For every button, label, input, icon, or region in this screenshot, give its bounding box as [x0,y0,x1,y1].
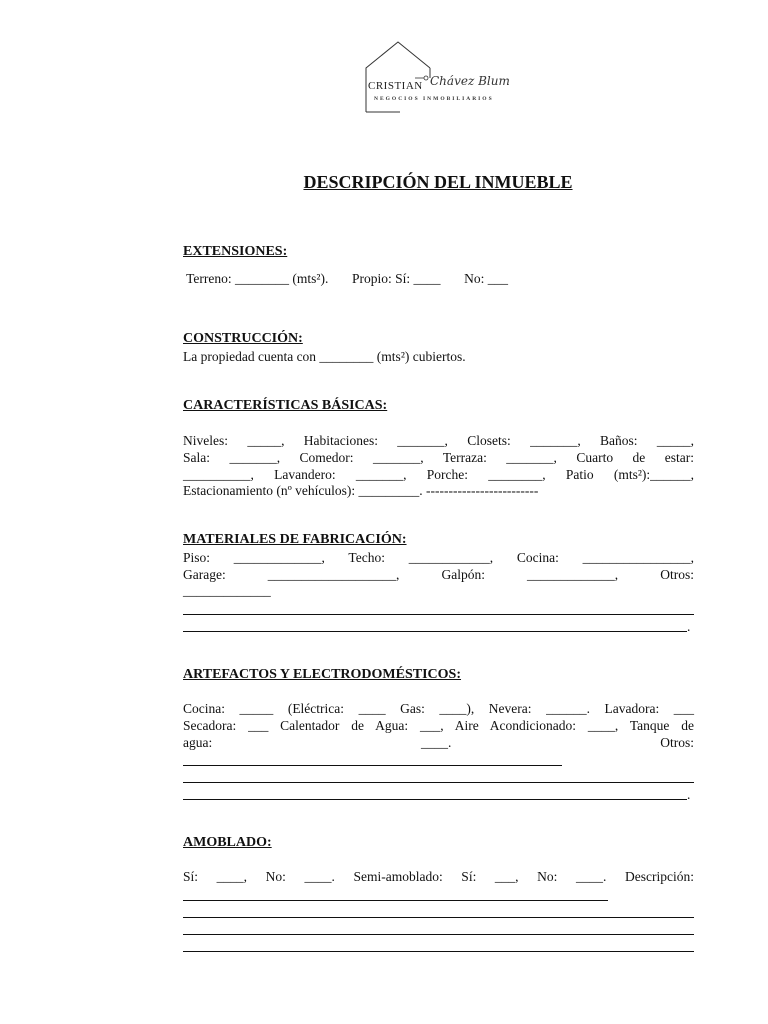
extensiones-line: Terreno: ________ (mts²). Propio: Sí: ____ No: ___ [183,271,508,286]
caracteristicas-paragraph [183,432,694,483]
section-heading-amoblado: AMOBLADO: [183,835,272,850]
blank-line [183,614,694,615]
caracteristicas-last-line: Estacionamiento (nº vehículos): _________. ------------------------- [183,483,539,498]
section-heading-materiales: MATERIALES DE FABRICACIÓN: [183,532,407,547]
construccion-line: La propiedad cuenta con ________ (mts²) cubiertos. [183,349,466,364]
document-title: DESCRIPCIÓN DEL INMUEBLE [303,172,573,192]
materiales-row: Piso: _____________, Techo: ____________, Cocina: ________________, [183,550,694,565]
blank-line [183,917,694,918]
section-heading-construccion: CONSTRUCCIÓN: [183,331,303,346]
logo-tagline: NEGOCIOS INMOBILIARIOS [374,96,494,102]
caracteristicas-row: Niveles: _____, Habitaciones: _______, Closets: _______, Baños: _____, [183,433,694,448]
logo-script-text: Chávez Blum [430,74,510,88]
period-mark: . [687,619,691,634]
amoblado-paragraph [183,868,694,885]
company-logo [360,38,525,118]
artefactos-paragraph [183,700,694,751]
artefactos-row: Secadora: ___ Calentador de Agua: ___, Aire Acondicionado: ____, Tanque de [183,718,694,733]
blank-line [183,782,694,783]
artefactos-row: agua: ____. Otros: [183,735,694,750]
section-heading-caracteristicas: CARACTERÍSTICAS BÁSICAS: [183,398,388,413]
logo-brand-text: CRISTIAN [368,80,423,92]
materiales-row: Garage: ___________________, Galpón: _____________, Otros: [183,567,694,582]
caracteristicas-row: __________, Lavandero: _______, Porche: ________, Patio (mts²):______, [183,467,694,482]
caracteristicas-row: Sala: _______, Comedor: _______, Terraza: _______, Cuarto de estar: [183,450,694,465]
materiales-paragraph [183,549,694,583]
blank-line [183,765,562,766]
materiales-short-blank: _____________ [183,583,271,598]
period-mark: . [687,787,691,802]
blank-line [183,934,694,935]
blank-line [183,799,687,800]
blank-line [183,951,694,952]
blank-line [183,900,608,901]
amoblado-row: Sí: ____, No: ____. Semi-amoblado: Sí: ___, No: ____. Descripción: [183,869,694,884]
section-heading-extensiones: EXTENSIONES: [183,244,288,259]
artefactos-row: Cocina: _____ (Eléctrica: ____ Gas: ____), Nevera: ______. Lavadora: ___ [183,701,694,716]
blank-line [183,631,687,632]
section-heading-artefactos: ARTEFACTOS Y ELECTRODOMÉSTICOS: [183,667,462,682]
